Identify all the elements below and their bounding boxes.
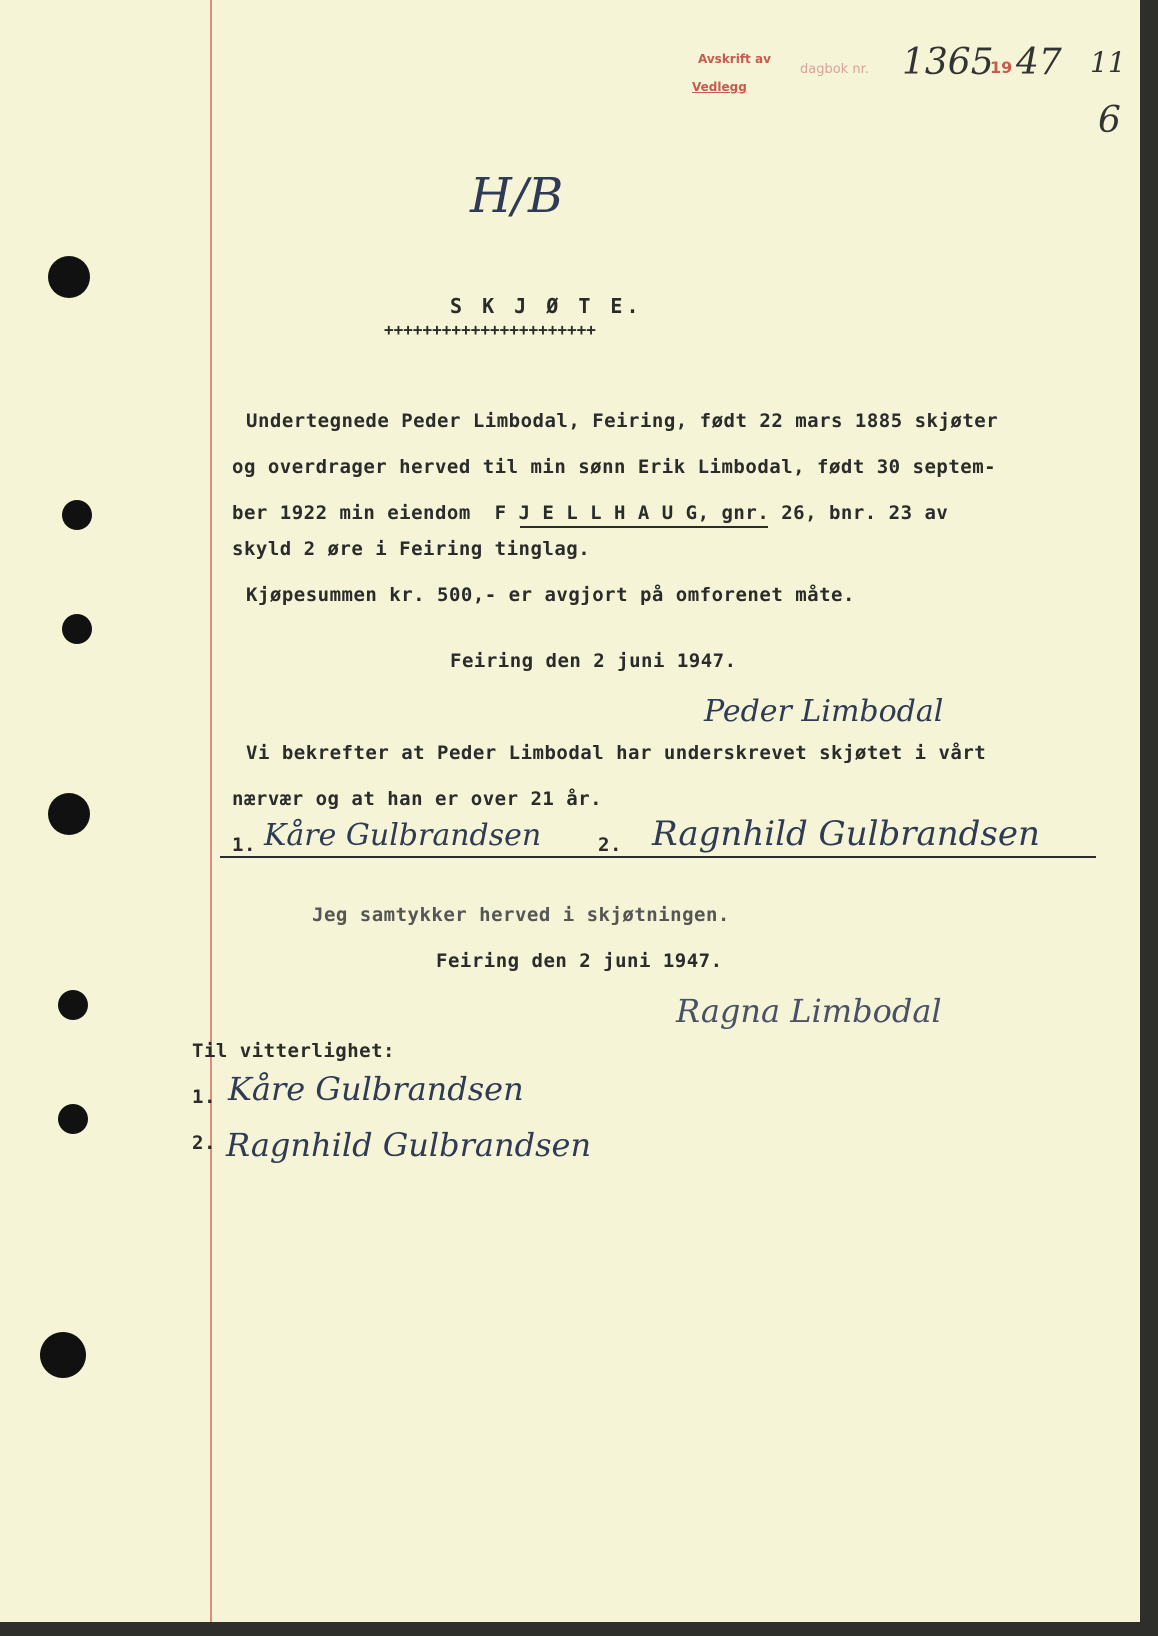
signature-spouse: Ragna Limbodal (676, 992, 942, 1030)
stamp-vedlegg: Vedlegg (692, 80, 747, 94)
witness-2-number: 2. (598, 834, 622, 856)
witness-1-signature: Kåre Gulbrandsen (264, 818, 542, 853)
paragraph-line: Undertegnede Peder Limbodal, Feiring, født 22 mars 1885 skjøter (246, 410, 999, 432)
journal-month: 11 (1090, 46, 1126, 79)
witness-2-signature: Ragnhild Gulbrandsen (652, 814, 1040, 854)
punch-hole (58, 990, 88, 1020)
punch-hole (48, 256, 90, 298)
attest-heading: Til vitterlighet: (192, 1040, 395, 1062)
title-underline: ++++++++++++++++++++++ (384, 320, 596, 339)
property-name-underline (520, 526, 768, 528)
attest-2-number: 2. (192, 1132, 216, 1154)
journal-suffix: 19 (990, 58, 1013, 77)
scan-edge-bottom (0, 1622, 1158, 1636)
stamp-avskrift: Avskrift av (698, 52, 771, 66)
punch-hole (62, 614, 92, 644)
paragraph-line: skyld 2 øre i Feiring tinglag. (232, 538, 591, 560)
paragraph-line: ber 1922 min eiendom F J E L L H A U G, gnr. 26, bnr. 23 av (232, 502, 949, 524)
paragraph-line: og overdrager herved til min sønn Erik Limbodal, født 30 septem- (232, 456, 997, 478)
initials-mark: H/B (470, 168, 564, 224)
stamp-dagbok: dagbok nr. (800, 62, 869, 77)
punch-hole (58, 1104, 88, 1134)
punch-hole (62, 500, 92, 530)
attest-2-signature: Ragnhild Gulbrandsen (226, 1126, 592, 1164)
witness-1-number: 1. (232, 834, 256, 856)
margin-line (210, 0, 212, 1636)
witness-line: Vi bekrefter at Peder Limbodal har underskrevet skjøtet i vårt (246, 742, 987, 764)
document-title: S K J Ø T E. (450, 294, 643, 318)
journal-page-ref: 6 (1098, 100, 1121, 141)
place-date: Feiring den 2 juni 1947. (436, 950, 723, 972)
consent-line: Jeg samtykker herved i skjøtningen. (312, 904, 730, 926)
journal-year: 47 (1016, 42, 1062, 83)
price-line: Kjøpesummen kr. 500,- er avgjort på omforenet måte. (246, 584, 855, 606)
signature-seller: Peder Limbodal (704, 694, 944, 729)
attest-1-signature: Kåre Gulbrandsen (228, 1070, 524, 1108)
place-date: Feiring den 2 juni 1947. (450, 650, 737, 672)
signature-rule (220, 856, 1096, 858)
journal-number: 1365 (902, 42, 994, 83)
punch-hole (48, 793, 90, 835)
scan-edge-right (1140, 0, 1158, 1636)
attest-1-number: 1. (192, 1086, 216, 1108)
witness-line: nærvær og at han er over 21 år. (232, 788, 603, 810)
punch-hole (40, 1332, 86, 1378)
